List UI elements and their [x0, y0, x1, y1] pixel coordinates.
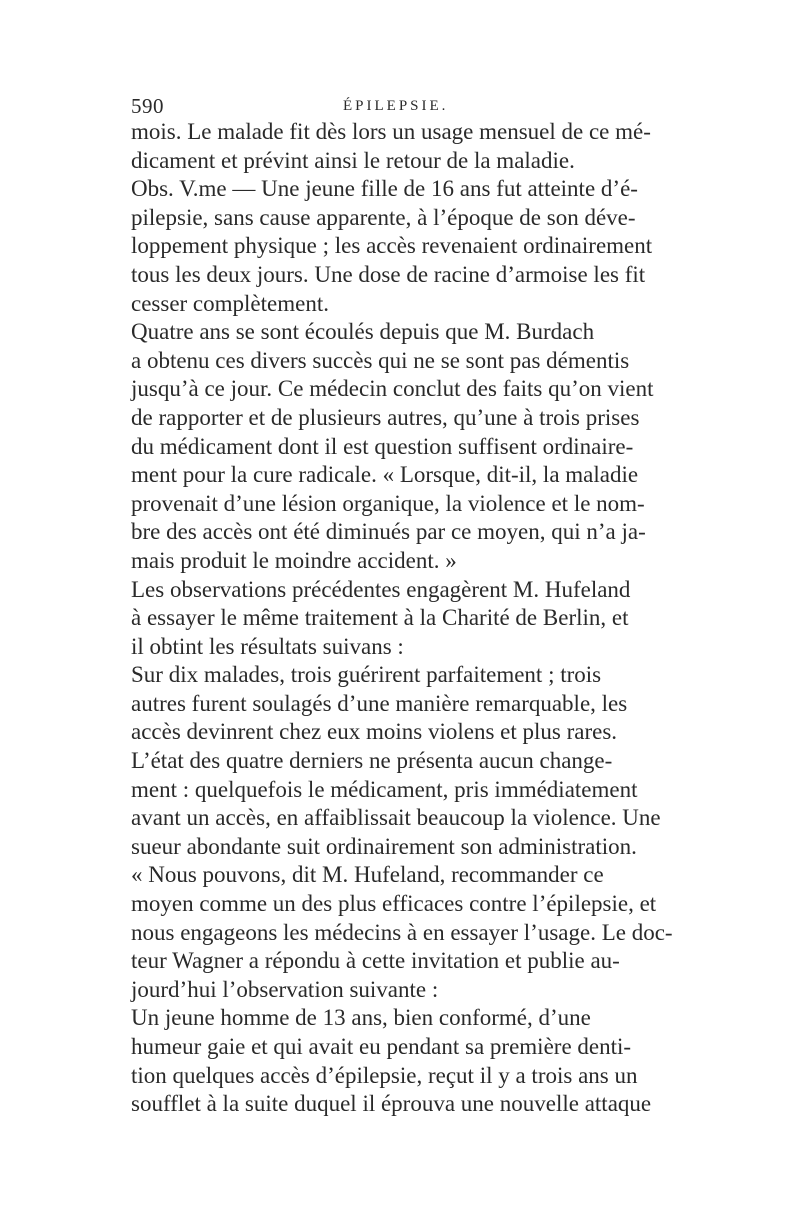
text-line: « Nous pouvons, dit M. Hufeland, recommander ce	[131, 862, 604, 888]
text-line: il obtint les résultats suivans :	[131, 633, 404, 659]
text-line: teur Wagner a répondu à cette invitation et publie au-	[131, 948, 620, 974]
text-line: moyen comme un des plus efficaces contre l’épilepsie, et	[131, 891, 657, 917]
text-line: cesser complètement.	[131, 290, 329, 316]
text-line: à essayer le même traitement à la Charité de Berlin, et	[131, 605, 629, 631]
text-line: ment pour la cure radicale. « Lorsque, dit-il, la maladie	[131, 462, 639, 488]
text-line: autres furent soulagés d’une manière remarquable, les	[131, 690, 628, 716]
text-line: jusqu’à ce jour. Ce médecin conclut des faits qu’on vient	[131, 376, 654, 402]
text-line: provenait d’une lésion organique, la violence et le nom-	[131, 490, 645, 516]
text-line: ment : quelquefois le médicament, pris immédiatement	[131, 776, 638, 802]
text-line: a obtenu ces divers succès qui ne se sont pas démentis	[131, 347, 630, 373]
text-line: humeur gaie et qui avait eu pendant sa première denti-	[131, 1034, 632, 1059]
page-header	[131, 94, 671, 118]
text-line: tion quelques accès d’épilepsie, reçut il y a trois ans un	[131, 1062, 638, 1088]
text-line: mais produit le moindre accident. »	[131, 547, 457, 573]
text-line: de rapporter et de plusieurs autres, qu’une à trois prises	[131, 404, 640, 430]
text-line: Sur dix malades, trois guérirent parfaitement ; trois	[131, 662, 602, 688]
running-title: ÉPILEPSIE.	[343, 98, 449, 114]
text-line: sueur abondante suit ordinairement son administration.	[131, 833, 637, 859]
text-line: nous engageons les médecins à en essayer l’usage. Le doc-	[131, 919, 673, 945]
text-line: accès devinrent chez eux moins violens et plus rares.	[131, 719, 618, 745]
text-line: mois. Le malade fit dès lors un usage mensuel de ce mé-	[131, 119, 651, 144]
text-line: L’état des quatre derniers ne présenta aucun change-	[131, 748, 613, 774]
text-line: Un jeune homme de 13 ans, bien conformé, d’une	[131, 1005, 591, 1031]
text-line: tous les deux jours. Une dose de racine d’armoise les fit	[131, 261, 646, 287]
text-line: Obs. V.me — Une jeune fille de 16 ans fut atteinte d’é-	[131, 176, 638, 202]
text-line: Quatre ans se sont écoulés depuis que M. Burdach	[131, 319, 595, 345]
text-line: bre des accès ont été diminués par ce moyen, qui n’a ja-	[131, 519, 646, 545]
text-line: jourd’hui l’observation suivante :	[131, 976, 439, 1002]
text-line: Les observations précédentes engagèrent M. Hufeland	[131, 576, 631, 602]
body-text	[131, 118, 691, 1119]
page-number: 590	[131, 94, 164, 118]
text-line: pilepsie, sans cause apparente, à l’époque de son déve-	[131, 204, 636, 230]
text-line: du médicament dont il est question suffisent ordinaire-	[131, 433, 634, 459]
text-line: soufflet à la suite duquel il éprouva une nouvelle attaque	[131, 1091, 652, 1117]
text-line: loppement physique ; les accès revenaient ordinairement	[131, 233, 653, 259]
text-line: avant un accès, en affaiblissait beaucoup la violence. Une	[131, 805, 661, 831]
text-line: dicament et prévint ainsi le retour de la maladie.	[131, 147, 575, 173]
